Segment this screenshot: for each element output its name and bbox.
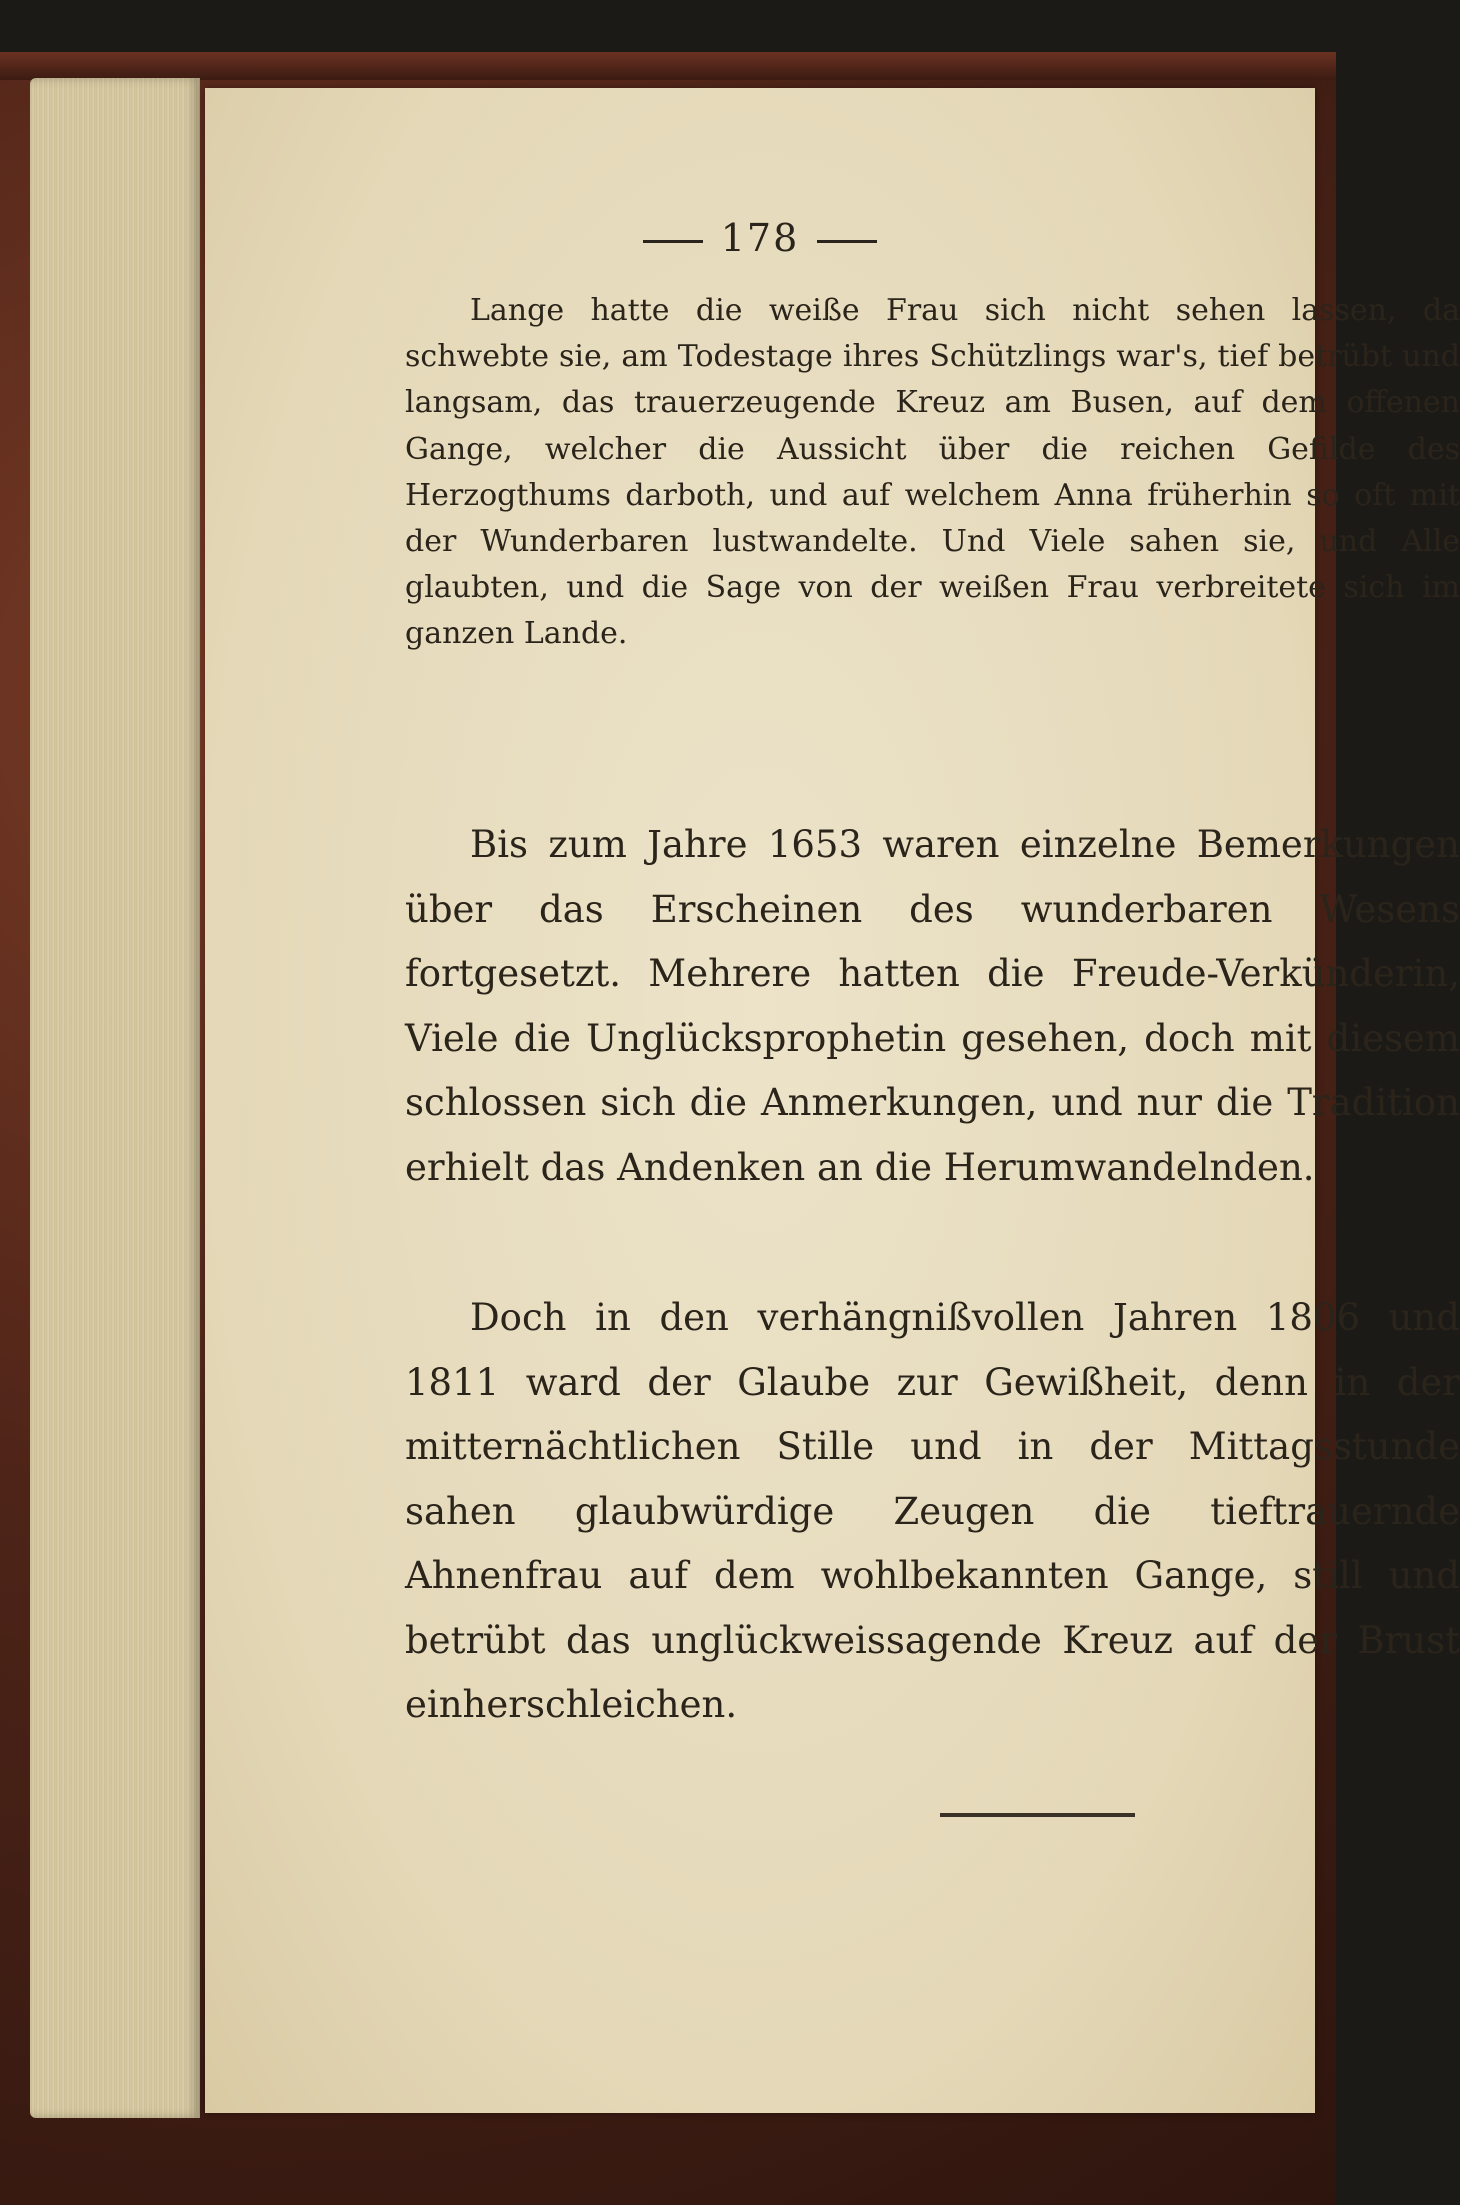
page-number-header bbox=[205, 216, 1315, 260]
paragraph: Lange hatte die weiße Frau sich nicht sehen lassen, da schwebte sie, am Todestage ihres Schützlings war's, tief betrübt und langsam, das trauerzeugende Kreuz am Busen, auf dem offenen Gange, welcher die Aussicht über die reichen Gefilde des Herzogthums darboth, und auf welchem Anna früherhin so oft mit der Wunderbaren lustwandelte. Und Viele sahen sie, und Alle glaubten, und die Sage von der weißen Frau verbreitete sich im ganzen Lande. bbox=[405, 293, 1460, 652]
paragraph-block-1 bbox=[405, 288, 1460, 658]
page-number-dash-right bbox=[817, 240, 877, 243]
paragraph-block-3 bbox=[405, 1286, 1460, 1738]
end-rule bbox=[940, 1813, 1135, 1817]
book-cover-top-edge bbox=[0, 52, 1336, 80]
page-edges bbox=[30, 78, 200, 2118]
paragraph-block-2 bbox=[405, 813, 1460, 1200]
page-number: 178 bbox=[720, 216, 800, 260]
book-page bbox=[205, 88, 1460, 2113]
paragraph: Doch in den verhängnißvollen Jahren 1806 und 1811 ward der Glaube zur Gewißheit, denn in der mitternächtlichen Stille und in der Mittagsstunde sahen glaubwürdige Zeugen die tieftrauernde Ahnenfrau auf dem wohlbekannten Gange, still und betrübt das unglückweissagende Kreuz auf der Brust einherschleichen. bbox=[405, 1296, 1460, 1726]
page-number-dash-left bbox=[643, 240, 703, 243]
paragraph: Bis zum Jahre 1653 waren einzelne Bemerkungen über das Erscheinen des wunderbaren Wesens fortgesetzt. Mehrere hatten die Freude-Verkünderin, Viele die Unglücksprophetin gesehen, doch mit diesem schlossen sich die Anmerkungen, und nur die Tradition erhielt das Andenken an die Herumwandelnden. bbox=[405, 823, 1460, 1189]
